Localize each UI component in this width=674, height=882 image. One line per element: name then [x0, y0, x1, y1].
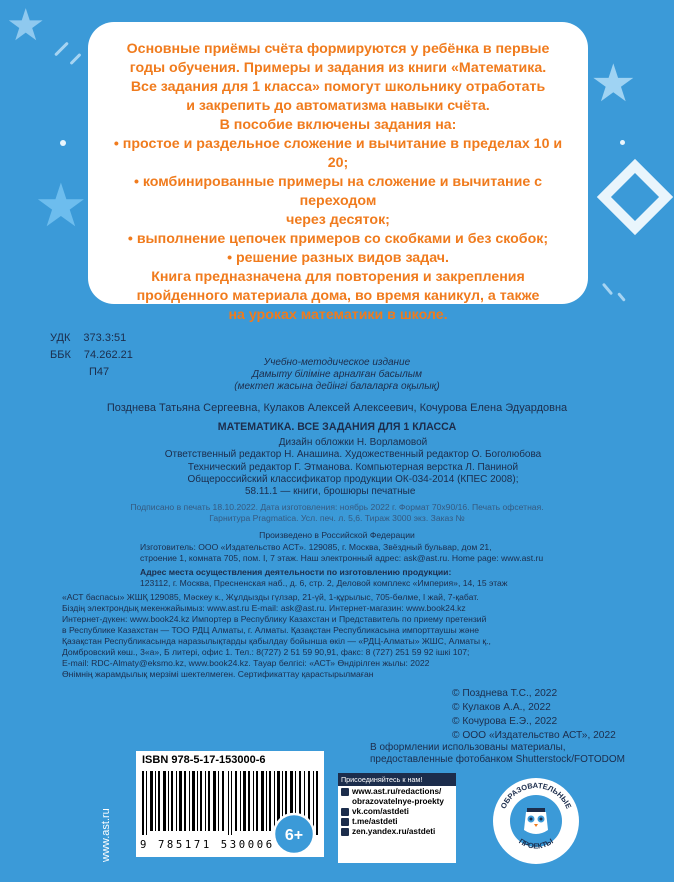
social-link[interactable]	[338, 806, 456, 816]
social-link-text: vk.com/astdeti	[352, 807, 409, 816]
udk-label: УДК	[50, 332, 71, 344]
description-card	[88, 22, 588, 323]
edition-type: Учебно-методическое издание	[263, 357, 411, 368]
social-link-text: www.ast.ru/redactions/	[352, 787, 442, 796]
image-credit	[370, 742, 625, 767]
kz-line: в Республике Казахстан — ТОО РДЦ Алматы, г. Алматы. Қазақстан Республикасына импорттаушы және	[62, 625, 480, 635]
sparkle-ray	[69, 53, 81, 65]
bullet-item: • комбинированные примеры на сложение и вычитание с переходом	[133, 174, 543, 209]
age-rating-badge	[272, 812, 316, 856]
educational-projects-logo	[493, 778, 579, 864]
barcode-number: 9 785171 530006	[140, 839, 275, 851]
telegram-icon	[341, 818, 349, 826]
credit-line: Технический редактор Г. Этманова. Компьютерная верстка Л. Паниной	[187, 461, 519, 473]
diamond-shape	[597, 159, 673, 235]
description-line: на уроках математики в школе.	[228, 307, 448, 323]
credit-line: Дизайн обложки Н. Ворламовой	[278, 437, 428, 448]
production-address-title: Адрес места осуществления деятельности по изготовлению продукции:	[140, 567, 452, 577]
isbn-label: ISBN 978-5-17-153000-6	[142, 754, 266, 766]
kz-line: Қазақстан Республикасында наразылықтарды қабылдау бойынша өкіл — «РДЦ-Алматы» ЖШС, Алматы қ.,	[62, 636, 491, 646]
description-line: и закрепить до автоматизма навыки счёта.	[186, 98, 490, 114]
social-link[interactable]	[338, 786, 456, 796]
edition-kz-note: (мектеп жасына дейінгі балаларға оқылық)	[234, 381, 440, 392]
star-icon: ★	[34, 171, 88, 241]
description-line: Все задания для 1 класса» помогут школьнику отработать	[130, 79, 546, 95]
sparkle-ray	[602, 283, 613, 296]
social-link-cont[interactable]	[338, 796, 456, 806]
bullet-item: • выполнение цепочек примеров со скобками и без скобок;	[127, 231, 549, 247]
production-address: 123112, г. Москва, Пресненская наб., д. 6, стр. 2, Деловой комплекс «Империя», 14, 15 этаж	[140, 578, 508, 588]
kz-line: Интернет-дүкен: www.book24.kz Импортер в Республику Казахстан и Представитель по приему претензий	[62, 614, 487, 624]
authors: Позднева Татьяна Сергеевна, Кулаков Алексей Алексеевич, Кочурова Елена Эдуардовна	[106, 402, 568, 414]
print-info: Гарнитура Pragmatica. Усл. печ. л. 5,6. Тираж 3000 экз. Заказ №	[209, 513, 465, 523]
publisher-line: строение 1, комната 705, пом. I, 7 этаж. Наш электронный адрес: ask@ast.ru. Home page: www.ast.ru	[140, 553, 544, 563]
site-url[interactable]: www.ast.ru	[100, 808, 112, 862]
age-rating-text: 6+	[284, 827, 304, 844]
udk-value: 373.3:51	[83, 332, 127, 344]
dot-shape	[60, 140, 66, 146]
print-info: Подписано в печать 18.10.2022. Дата изготовления: ноябрь 2022 г. Формат 70x90/16. Печать офсетная.	[130, 502, 544, 512]
social-link-text: zen.yandex.ru/astdeti	[352, 827, 436, 836]
social-header: Присоединяйтесь к нам!	[338, 773, 456, 786]
kz-line: Домбровский көш., 3«а», Б литері, офис 1. Тел.: 8(727) 2 51 59 90,91, факс: 8 (727) 251 59 92 ішкі 107;	[62, 647, 470, 657]
dot-shape	[620, 140, 625, 145]
bullet-item: • решение разных видов задач.	[227, 250, 449, 266]
social-link-text: t.me/astdeti	[352, 817, 398, 826]
credit-line: 58.11.1 — книги, брошюры печатные	[245, 486, 416, 498]
description-line: Книга предназначена для повторения и закрепления	[151, 269, 525, 285]
sparkle-ray	[617, 292, 626, 302]
kz-line: E-mail: RDC-Almaty@eksmo.kz, www.book24.kz. Тауар белгісі: «АСТ» Өндірілген жылы: 2022	[62, 658, 430, 668]
publisher-line: Произведено в Российской Федерации	[259, 530, 415, 540]
bullet-item: через десяток;	[286, 212, 390, 228]
star-icon: ★	[6, 0, 46, 51]
credit-line: Общероссийский классификатор продукции ОК-034-2014 (КПЕС 2008);	[187, 473, 519, 485]
description-line: В пособие включены задания на:	[219, 117, 457, 133]
description-line: Основные приёмы счёта формируются у ребёнка в первые	[126, 41, 550, 57]
copyright-line: © Позднева Т.С., 2022	[452, 688, 558, 699]
kz-line: Біздің электрондық мекенжайымыз: www.ast.ru E-mail: ask@ast.ru. Интернет-магазин: www.book24.kz	[62, 603, 466, 613]
globe-icon	[341, 788, 349, 796]
bullet-item: • простое и раздельное сложение и вычитание в пределах 10 и 20;	[113, 136, 563, 171]
bbk-value: 74.262.21	[83, 349, 133, 361]
description-line: годы обучения. Примеры и задания из книги «Математика.	[129, 60, 547, 76]
social-link[interactable]	[338, 816, 456, 826]
udk-row	[50, 331, 126, 345]
logo-text-bottom: ПРОЕКТЫ	[517, 836, 555, 851]
publisher-line: Изготовитель: ООО «Издательство АСТ». 129085, г. Москва, Звёздный бульвар, дом 21,	[140, 542, 492, 552]
social-link-text: obrazovatelnye-proekty	[352, 797, 444, 806]
kz-info	[62, 592, 622, 680]
credits	[163, 437, 543, 498]
credit-line: Ответственный редактор Н. Анашина. Художественный редактор О. Боголюбова	[164, 449, 542, 461]
sparkle-ray	[54, 42, 69, 57]
zen-icon	[341, 828, 349, 836]
owl-icon	[524, 808, 548, 834]
author-code: П47	[89, 366, 110, 378]
kz-line: Өнімнің жарамдылық мерзімі шектелмеген. Сертификаттау қарастырылмаған	[62, 669, 374, 679]
vk-icon	[341, 808, 349, 816]
bbk-label: ББК	[50, 349, 71, 361]
logo-ring-text	[493, 778, 579, 864]
social-link[interactable]	[338, 826, 456, 836]
logo-text-top: ОБРАЗОВАТЕЛЬНЫЕ	[498, 780, 574, 811]
social-links-box	[338, 773, 456, 863]
image-credit-line: предоставленные фотобанком Shutterstock/FOTODOM	[370, 754, 625, 766]
star-icon: ★	[590, 54, 637, 114]
book-title: МАТЕМАТИКА. ВСЕ ЗАДАНИЯ ДЛЯ 1 КЛАССА	[217, 421, 457, 433]
copyright-line: © Кочурова Е.Э., 2022	[452, 716, 558, 727]
copyright-line: © ООО «Издательство АСТ», 2022	[452, 730, 616, 741]
copyright-line: © Кулаков А.А., 2022	[452, 702, 551, 713]
description-line: пройденного материала дома, во время каникул, а также	[136, 288, 540, 304]
kz-line: «АСТ баспасы» ЖШҚ 129085, Мәскеу к., Жұлдызды гүлзар, 21-үй, 1-құрылыс, 705-бөлме, I жай, 7-қабат.	[62, 592, 479, 602]
image-credit-line: В оформлении использованы материалы,	[370, 742, 566, 753]
edition-kz: Дамыту біліміне арналған басылым	[251, 369, 423, 380]
